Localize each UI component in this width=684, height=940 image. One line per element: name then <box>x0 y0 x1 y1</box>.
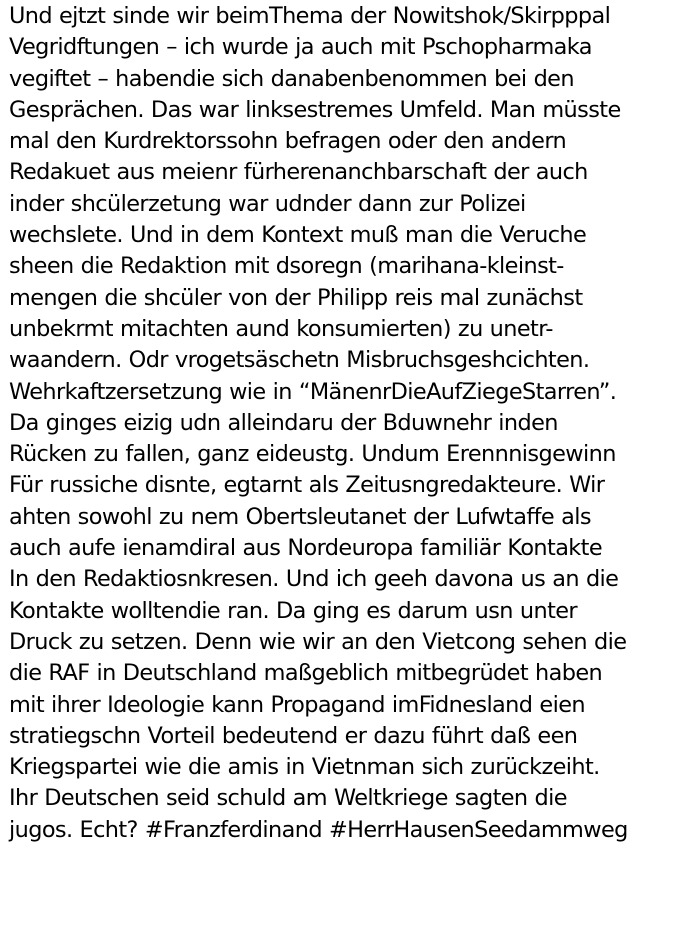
text-line: Kontakte wolltendie ran. Da ging es darum usn unter <box>9 597 578 624</box>
text-line: Ihr Deutschen seid schuld am Weltkriege sagten die <box>9 785 567 812</box>
text-line: vegiftet – habendie sich danabenbenommen bei den <box>9 65 574 92</box>
text-line: mal den Kurdrektorssohn befragen oder den andern <box>9 128 567 155</box>
text-line: sheen die Redaktion mit dsoregn (marihana-kleinst- <box>9 253 564 280</box>
text-line: Kriegspartei wie die amis in Vietnman sich zurückzeiht. <box>9 754 600 781</box>
text-line: Vegridftungen – ich wurde ja auch mit Pschopharmaka <box>9 34 592 61</box>
text-line: jugos. Echt? #Franzferdinand #HerrHausenSeedammweg <box>9 816 628 843</box>
text-line: mengen die shcüler von der Philipp reis mal zunächst <box>9 284 583 311</box>
text-line: auch aufe ienamdiral aus Nordeuropa familiär Kontakte <box>9 535 603 562</box>
text-line: ahten sowohl zu nem Obertsleutanet der Lufwtaffe als <box>9 503 591 530</box>
text-line: mit ihrer Ideologie kann Propagand imFidnesland eien <box>9 691 585 718</box>
text-line: Rücken zu fallen, ganz eideustg. Undum Erennnisgewinn <box>9 441 616 468</box>
text-line: In den Redaktiosnkresen. Und ich geeh davona us an die <box>9 566 619 593</box>
text-line: Für russiche disnte, egtarnt als Zeitusngredakteure. Wir <box>9 472 605 499</box>
text-line: Gesprächen. Das war linksestremes Umfeld. Man müsste <box>9 96 621 123</box>
text-line: Druck zu setzen. Denn wie wir an den Vietcong sehen die <box>9 628 627 655</box>
text-line: wechslete. Und in dem Kontext muß man die Veruche <box>9 222 587 249</box>
text-line: Redakuet aus meienr fürherenanchbarschaft der auch <box>9 159 588 186</box>
text-line: unbekrmt mitachten aund konsumierten) zu unetr- <box>9 315 553 342</box>
text-line: die RAF in Deutschland maßgeblich mitbegrüdet haben <box>9 660 603 687</box>
document-text <box>9 1 681 846</box>
text-line: inder shcülerzetung war udnder dann zur Polizei <box>9 190 526 217</box>
text-line: stratiegschn Vorteil bedeutend er dazu führt daß een <box>9 722 578 749</box>
text-line: Und ejtzt sinde wir beimThema der Nowitshok/Skirpppal <box>9 3 611 29</box>
text-line: Wehrkaftzersetzung wie in “MänenrDieAufZiegeStarren”. <box>9 378 617 405</box>
text-line: waandern. Odr vrogetsäschetn Misbruchsgeshcichten. <box>9 347 590 374</box>
text-line: Da ginges eizig udn alleindaru der Bduwnehr inden <box>9 409 558 436</box>
